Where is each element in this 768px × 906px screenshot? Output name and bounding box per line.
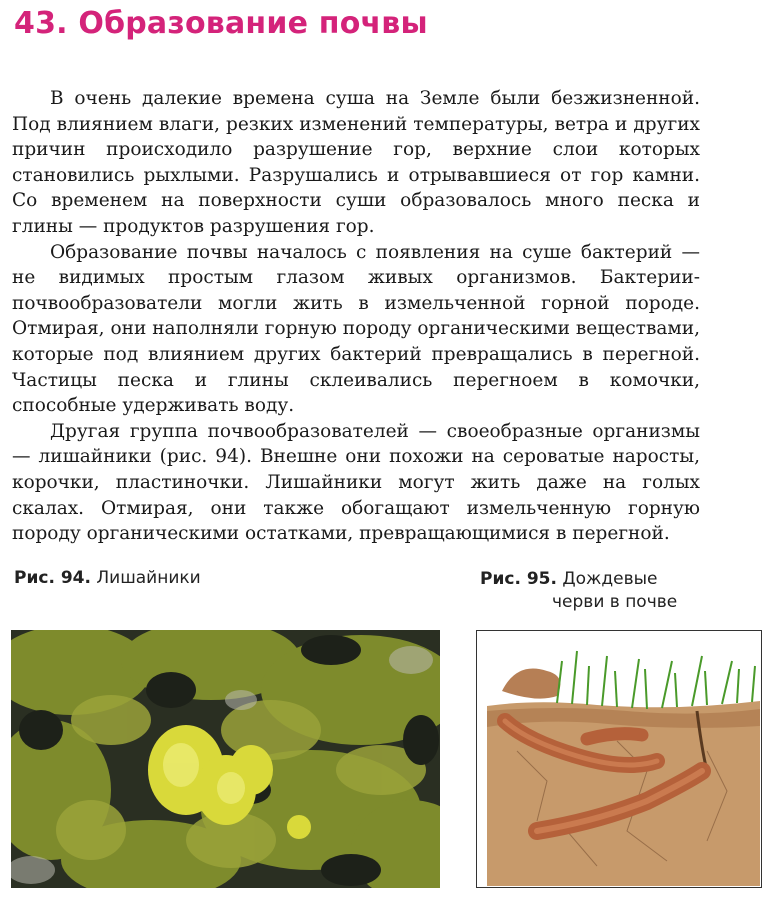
figure-94-label: Рис. 94. [14, 568, 91, 588]
figure-94-caption [14, 568, 201, 588]
figure-95-earthworm-image [476, 630, 762, 888]
figure-95-label: Рис. 95. [480, 569, 557, 589]
paragraph: Образование почвы началось с появления на суше бактерий — не видимых простым глазом живых организмов. Бактерии-почвообразователи могли жить в измельченной горной породе. Отмирая, они наполняли горную породу органическими веществами, которые под влиянием других бактерий превращались в перегной. Частицы песка и глины склеивались перегноем в комочки, способные удерживать воду. [12, 241, 700, 417]
page-title: 43. Образование почвы [14, 6, 428, 41]
figure-94-lichen-image [11, 630, 440, 888]
body-text [12, 86, 700, 547]
paragraph: Другая группа почвообразователей — своеобразные организмы — лишайники (рис. 94). Внешне они похожи на сероватые наросты, корочки, пластиночки. Лишайники могут жить даже на голых скалах. Отмирая, они также обогащают измельченную горную породу органическими остатками, превращающимися в перегной. [12, 420, 700, 545]
figure-94-caption-text: Лишайники [96, 568, 201, 588]
figure-95-caption-line1: Дождевые [562, 569, 658, 589]
figure-95-caption-line2: черви в почве [552, 592, 678, 612]
paragraph: В очень далекие времена суша на Земле были безжизненной. Под влиянием влаги, резких изменений температуры, ветра и других причин происходило разрушение гор, верхние слои которых становились рыхлыми. Разрушались и отрывавшиеся от гор камни. Со временем на поверхности суши образовалось много песка и глины — продуктов разрушения гор. [12, 88, 700, 237]
figure-95-caption [480, 568, 677, 614]
